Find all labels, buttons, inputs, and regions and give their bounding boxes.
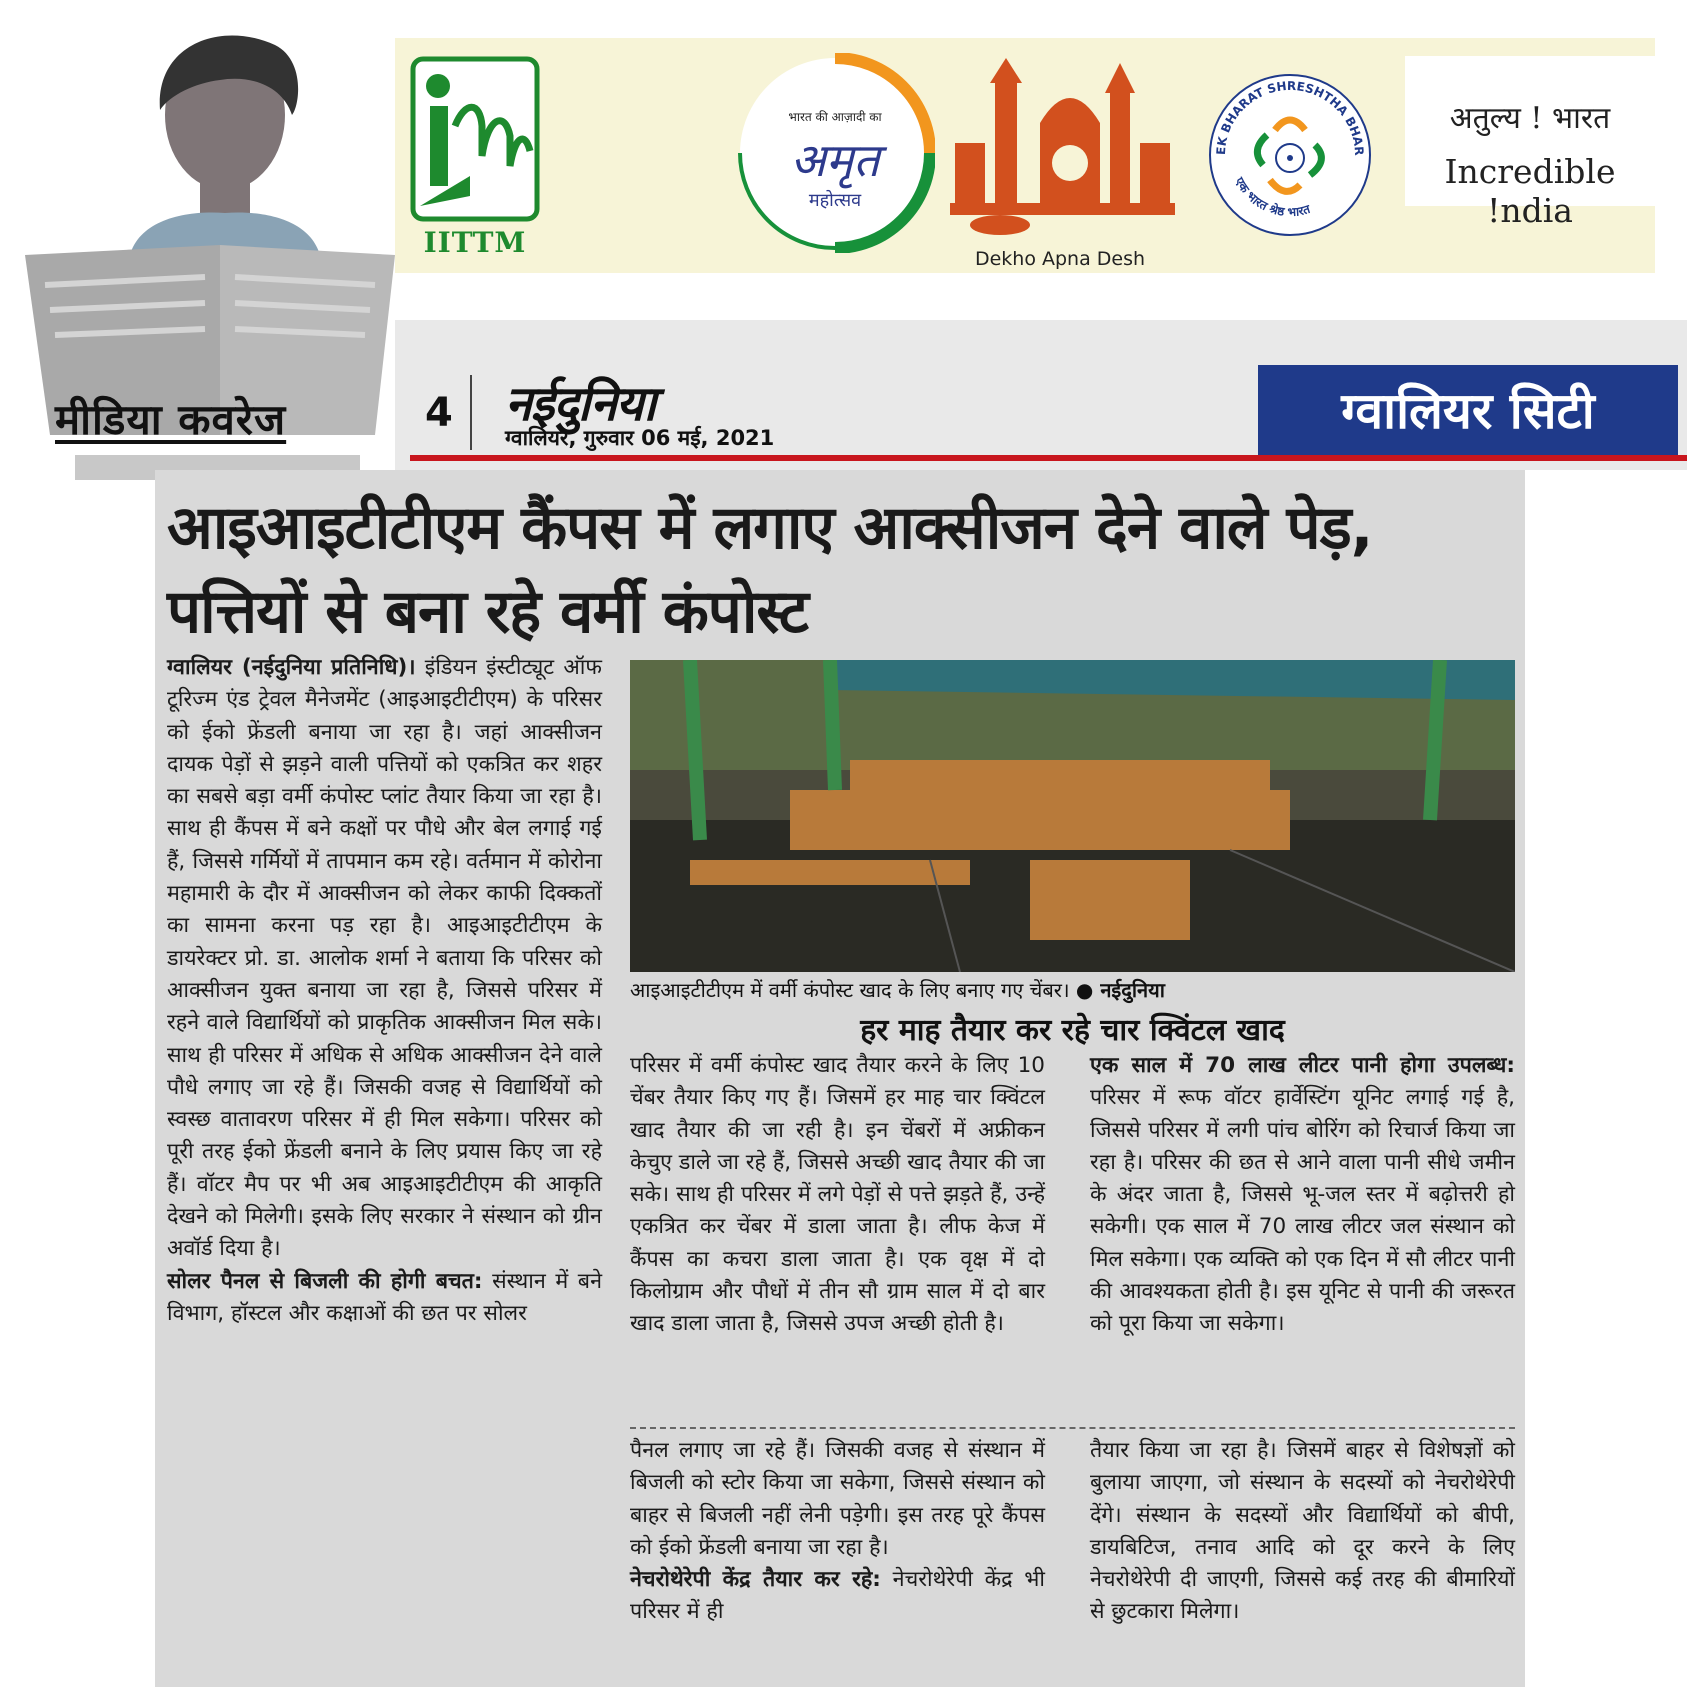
article-column-2-top: परिसर में वर्मी कंपोस्ट खाद तैयार करने के लिए 10 चेंबर तैयार किए गए हैं। जिसमें हर माह चार क्विंटल खाद तैयार की जा रही है। इन चेंबरों में अफ्रीकन केचुए डाले जा रहे हैं, जिससे अच्छी खाद तैयार की जा सके। साथ ही परिसर में लगे पेड़ों से पत्ते झड़ते हैं, उन्हें एकत्रित कर चेंबर में डाला जाता है। लीफ केज में कैंपस का कचरा डाला जाता है। एक वृक्ष में दो किलोग्राम और पौधों में तीन सौ ग्राम साल में दो बार खाद डाला जाता है, जिससे उपज अच्छी होती है। [630, 1053, 1045, 1337]
amrit-main-text: अमृत [790, 133, 880, 187]
amrit-sub-text: महोत्सव [808, 190, 862, 211]
newspaper-date: ग्वालियर, गुरुवार 06 मई, 2021 [505, 426, 775, 450]
logo-banner [395, 38, 1655, 273]
page-number: 4 [425, 390, 453, 436]
water-subheading: एक साल में 70 लाख लीटर पानी होगा उपलब्ध: [1090, 1053, 1515, 1078]
dekho-apna-desh-logo-icon [940, 53, 1180, 273]
newspaper-name: नईदुनिया [505, 376, 656, 432]
incredible-india-english: Incredible !ndia [1444, 152, 1616, 230]
article-subheading: हर माह तैयार कर रहे चार क्विंटल खाद [860, 1013, 1285, 1048]
photo-caption [630, 975, 1515, 1005]
media-coverage-label: मीडिया कवरेज [55, 395, 287, 444]
incredible-india-hindi: अतुल्य ! भारत [1449, 101, 1611, 136]
incredible-india-logo [1405, 56, 1655, 230]
solar-subheading: सोलर पैनल से बिजली की होगी बचत: [167, 1268, 483, 1294]
article-column-1 [167, 652, 602, 1330]
vermicompost-photo [630, 660, 1515, 972]
ek-bharat-logo-icon [1205, 50, 1375, 260]
article-column-2-bottom [630, 1435, 1045, 1629]
svg-text:EK BHARAT SHRESHTHA BHARAT: EK BHARAT SHRESHTHA BHAR [1213, 78, 1367, 156]
masthead-divider [470, 375, 472, 450]
svg-text:एक भारत श्रेष्ठ भारत: एक भारत श्रेष्ठ भारत [1232, 175, 1312, 220]
newspaper-masthead [395, 320, 1687, 470]
section-label: ग्वालियर सिटी [1258, 365, 1678, 457]
solar-body: संस्थान में बने विभाग, हॉस्टल और कक्षाओं की छत पर सोलर [167, 1268, 603, 1326]
section-divider [630, 1427, 1515, 1429]
naturopathy-body: नेचरोथेरेपी केंद्र भी परिसर में ही [630, 1567, 1045, 1625]
article-headline: आइआइटीटीएम कैंपस में लगाए आक्सीजन देने वाले पेड़, पत्तियों से बना रहे वर्मी कंपोस्ट [167, 493, 1373, 647]
ittm-logo-text: IITTM [423, 226, 527, 259]
article-column-3-top [1090, 1050, 1515, 1341]
water-body: परिसर में रूफ वॉटर हार्वेस्टिंग यूनिट लगाई गई है, जिससे परिसर में लगी पांच बोरिंग को रिचार्ज किया जा रहा है। परिसर की छत से आने वाला पानी सीधे जमीन के अंदर जाता है, जिससे भू-जल स्तर में बढ़ोत्तरी हो सकेगी। एक साल में 70 लाख लीटर जल संस्थान को मिल सकेगा। एक व्यक्ति को एक दिन में सौ लीटर पानी की आवश्यकता होती है। इस यूनिट से पानी की जरूरत को पूरा किया जा सकेगा। [1090, 1085, 1516, 1337]
naturopathy-subheading: नेचरोथेरेपी केंद्र तैयार कर रहे: [630, 1567, 881, 1593]
ittm-logo-icon [410, 56, 540, 259]
caption-text: आइआइटीटीएम में वर्मी कंपोस्ट खाद के लिए बनाए गए चेंबर। [630, 978, 1070, 1002]
article-column-3-bottom: तैयार किया जा रहा है। जिसमें बाहर से विशेषज्ञों को बुलाया जाएगा, जो संस्थान के सदस्यों को नेचरोथेरेपी देंगे। संस्थान के सदस्यों और विद्यार्थियों को बीपी, डायबिटिज, तनाव आदि को दूर करने के लिए नेचरोथेरेपी दी जाएगी, जिससे कई तरह की बीमारियों से छुटकारा मिलेगा। [1090, 1438, 1515, 1625]
solar-continued: पैनल लगाए जा रहे हैं। जिसकी वजह से संस्थान में बिजली को स्टोर किया जा सकेगा, जिससे संस्थान को बाहर से बिजली नहीं लेनी पड़ेगी। इस तरह पूरे कैंपस को ईको फ्रेंडली बनाया जा रहा है। [630, 1438, 1045, 1560]
caption-credit: ● नईदुनिया [1075, 978, 1165, 1002]
article-body-col1: इंडियन इंस्टीट्यूट ऑफ टूरिज्म एंड ट्रेवल मैनेजमेंट (आइआइटीटीएम) के परिसर को ईको फ्रेंडली बनाया जा रहा है। जहां आक्सीजन दायक पेड़ों से झड़ने वाली पत्तियों को एकत्रित कर शहर का सबसे बड़ा वर्मी कंपोस्ट प्लांट तैयार किया जा रहा है। साथ ही कैंपस में बने कक्षों पर पौधे और बेल लगाई गई हैं, जिससे गर्मियों में तापमान कम रहे। वर्तमान में कोरोना महामारी के दौर में आक्सीजन को लेकर काफी दिक्कतों का सामना करना पड़ रहा है। आइआइटीटीएम के डायरेक्टर प्रो. डा. आलोक शर्मा ने बताया कि परिसर को आक्सीजन युक्त बनाया जा रहा है, जिससे परिसर में रहने वाले विद्यार्थियों को प्राकृतिक आक्सीजन मिल सके। साथ ही परिसर में अधिक से अधिक आक्सीजन देने वाले पौधे लगाए जा रहे हैं। जिसकी वजह से विद्यार्थियों को स्वस्छ वातावरण परिसर में ही मिल सकेगा। परिसर को पूरी तरह ईको फ्रेंडली बनाने के लिए प्रयास किए जा रहे हैं। वॉटर मैप पर भी अब आइआइटीटीएम की आकृति देखने को मिलेगी। इसके लिए सरकार ने संस्थान को ग्रीन अवॉर्ड दिया है। [167, 655, 602, 1262]
masthead-rule [410, 455, 1687, 461]
news-article [155, 470, 1525, 1687]
dekho-apna-desh-text: Dekho Apna Desh [974, 248, 1146, 270]
amrit-top-text: भारत की आज़ादी का [788, 110, 882, 124]
amrit-mahotsav-logo-icon [735, 53, 935, 253]
article-dateline: ग्वालियर (नईदुनिया प्रतिनिधि)। [167, 655, 416, 680]
